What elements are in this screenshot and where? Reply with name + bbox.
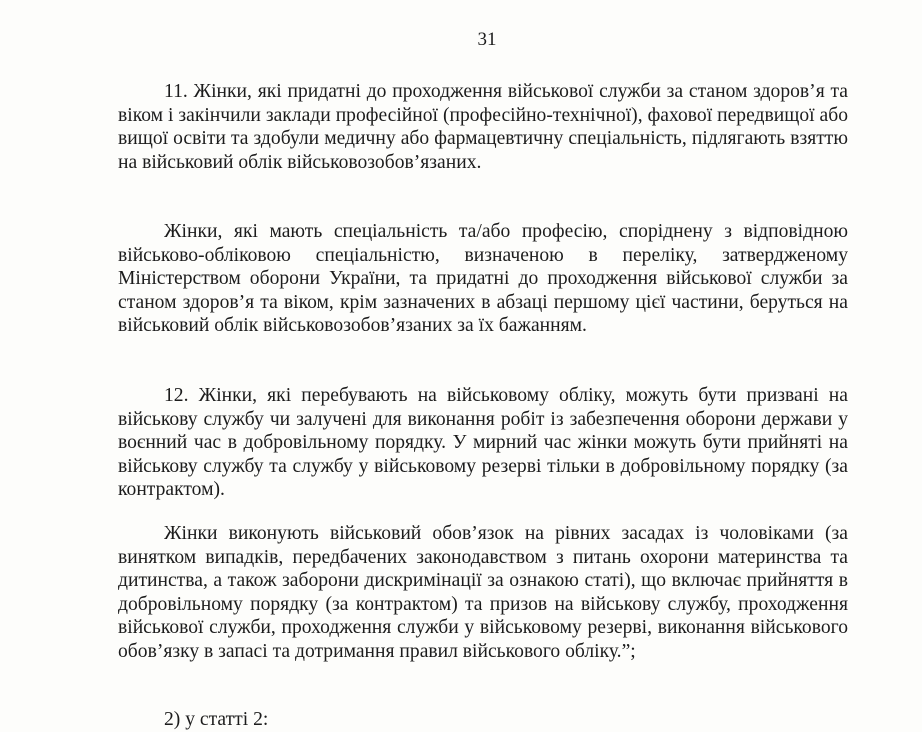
paragraph-11: 11. Жінки, які придатні до проходження військової служби за станом здоров’я та віком і закінчили заклади професійної (професійно-технічної), фахової передвищої або вищої освіти та здобули медичну або фармацевтичну спеціальність, підлягають взяттю на військовий облік військовозобов’язаних. bbox=[118, 81, 848, 173]
page-number: 31 bbox=[477, 29, 497, 50]
article-2-heading: 2) у статті 2: bbox=[164, 709, 269, 730]
paragraph-11-second-sentence: Жінки, які мають спеціальність та/або професію, споріднену з відповідною військово-обліковою спеціальністю, визначеною в переліку, затвердженому Міністерством оборони України, та придатні до проходження військової служби за станом здоров’я та віком, крім зазначених в абзаці першому цієї частини, беруться на військовий облік військовозобов’язаних за їх бажанням. bbox=[118, 221, 848, 336]
paragraph-12: 12. Жінки, які перебувають на військовому обліку, можуть бути призвані на військову службу чи залучені для виконання робіт із забезпечення оборони держави у воєнний час в добровільному порядку. У мирний час жінки можуть бути прийняті на військову службу та службу у військовому резерві тільки в добровільному порядку (за контрактом). bbox=[118, 385, 848, 500]
paragraph-12-second-sentence: Жінки виконують військовий обов’язок на рівних засадах із чоловіками (за винятком випадків, передбачених законодавством з питань охорони материнства та дитинства, а також заборони дискримінації за ознакою статі), що включає прийняття в добровільному порядку (за контрактом) та призов на військову службу, проходження військової служби, проходження служби у військовому резерві, виконання військового обов’язку в запасі та дотримання правил військового обліку.”; bbox=[118, 523, 848, 662]
